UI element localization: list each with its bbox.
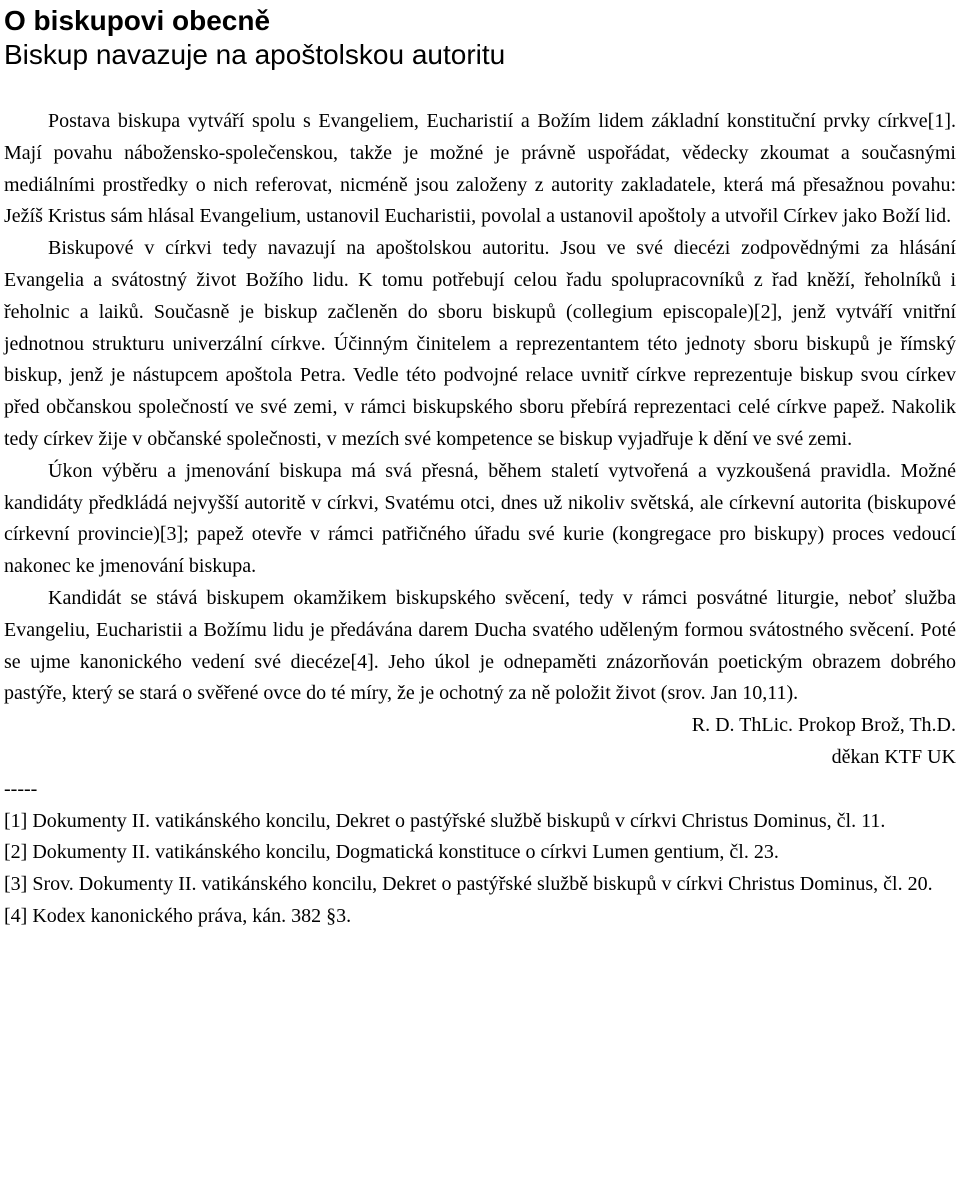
- footnote: [2] Dokumenty II. vatikánského koncilu, Dogmatická konstituce o církvi Lumen gentium, čl. 23.: [4, 841, 779, 864]
- author-role: děkan KTF UK: [831, 745, 956, 768]
- author-name: R. D. ThLic. Prokop Brož, Th.D.: [691, 714, 956, 737]
- author-signature: [4, 710, 956, 774]
- document-page: [4, 0, 956, 933]
- paragraph: Postava biskupa vytváří spolu s Evangeliem, Eucharistií a Božím lidem základní konstituční prvky církve[1]. Mají povahu nábožensko-společenskou, takže je možné je právně uspořádat, vědecky zkoumat a současnými mediálními prostředky o nich referovat, nicméně jsou založeny z autority zakladatele, která má přesažnou povahu: Ježíš Kristus sám hlásal Evangelium, ustanovil Eucharistii, povolal a ustanovil apoštoly a utvořil Církev jako Boží lid.: [4, 110, 956, 228]
- footnote: [4] Kodex kanonického práva, kán. 382 §3.: [4, 904, 352, 927]
- document-subtitle: Biskup navazuje na apoštolskou autoritu: [4, 39, 506, 70]
- paragraph: Úkon výběru a jmenování biskupa má svá přesná, během staletí vytvořená a vyzkoušená pravidla. Možné kandidáty předkládá nejvyšší autoritě v církvi, Svatému otci, dnes už nikoliv světská, ale církevní autorita (biskupové církevní provincie)[3]; papež otevře v rámci patřičného úřadu své kurie (kongregace pro biskupy) proces vedoucí nakonec ke jmenování biskupa.: [4, 459, 956, 578]
- footnote-separator: -----: [4, 777, 38, 800]
- article-body: [4, 106, 956, 710]
- paragraph: Kandidát se stává biskupem okamžikem biskupského svěcení, tedy v rámci posvátné liturgie, neboť služba Evangeliu, Eucharistii a Božímu lidu je předávána darem Ducha svatého uděleným formou svátostného svěcení. Poté se ujme kanonického vedení své diecéze[4]. Jeho úkol je odnepaměti znázorňován poetickým obrazem dobrého pastýře, který se stará o svěřené ovce do té míry, že je ochotný za ně položit život (srov. Jan 10,11).: [4, 586, 956, 705]
- document-title: O biskupovi obecně: [4, 5, 271, 36]
- footnote: [1] Dokumenty II. vatikánského koncilu, Dekret o pastýřské službě biskupů v církvi Christus Dominus, čl. 11.: [4, 809, 886, 832]
- paragraph: Biskupové v církvi tedy navazují na apoštolskou autoritu. Jsou ve své diecézi zodpovědnými za hlásání Evangelia a svátostný život Božího lidu. K tomu potřebují celou řadu spolupracovníků z řad kněží, řeholníků i řeholnic a laiků. Současně je biskup začleněn do sboru biskupů (collegium episcopale)[2], jenž vytváří vnitřní jednotnou strukturu univerzální církve. Účinným činitelem a reprezentantem této jednoty sboru biskupů je římský biskup, jenž je nástupcem apoštola Petra. Vedle této podvojné relace uvnitř církve reprezentuje biskup svou církev před občanskou společností ve své zemi, v rámci biskupského sboru přebírá reprezentaci celé církve papež. Nakolik tedy církev žije v občanské společnosti, v mezích své kompetence se biskup vyjadřuje k dění ve své zemi.: [4, 237, 956, 450]
- footnotes: [4, 806, 956, 933]
- footnote: [3] Srov. Dokumenty II. vatikánského koncilu, Dekret o pastýřské službě biskupů v církvi Christus Dominus, čl. 20.: [4, 873, 933, 896]
